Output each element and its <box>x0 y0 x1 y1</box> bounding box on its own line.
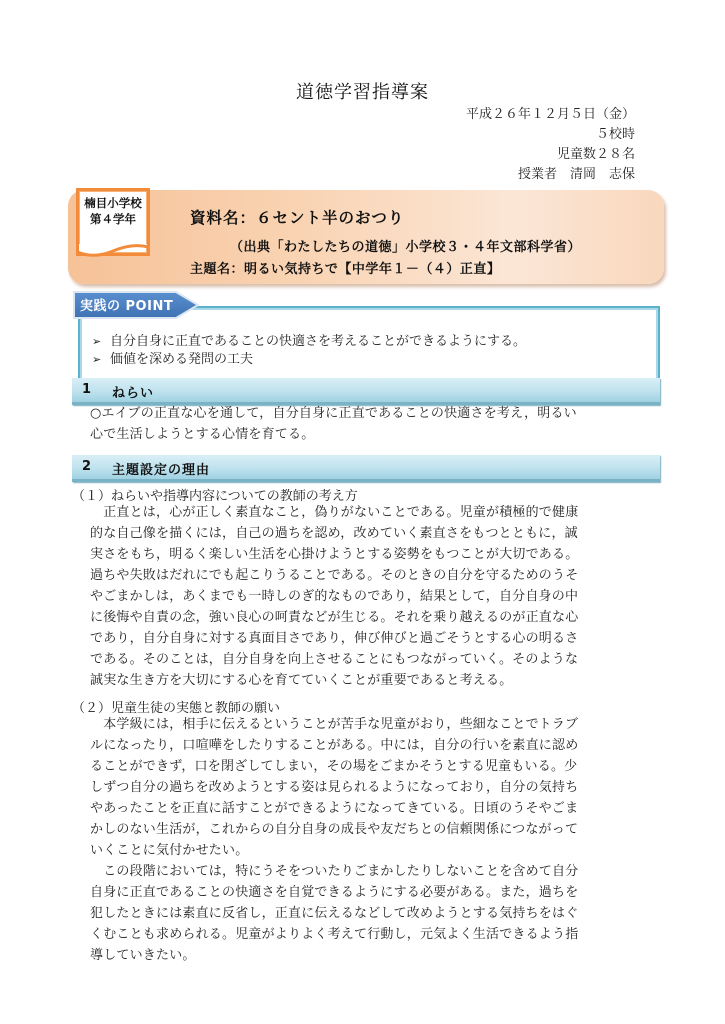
point-item: ➢ 価値を深める発問の工夫 <box>92 352 254 367</box>
section-title: ねらい <box>112 386 155 401</box>
material-source: （出典「わたしたちの道徳」小学校３・４年文部科学省） <box>230 240 582 255</box>
theme-name: 主題名：明るい気持ちで【中学年１－（４）正直】 <box>190 262 501 277</box>
subsection-heading: （２）児童生徒の実態と教師の願い <box>72 701 281 716</box>
point-item: ➢ 自分自身に正直であることの快適さを考えることができるようにする。 <box>92 334 527 349</box>
section-header-reason <box>72 455 660 482</box>
material-name: 資料名：６セント半のおつり <box>190 209 405 227</box>
school-label <box>80 195 146 227</box>
meta-date: 平成２６年１２月５日（金） <box>465 107 635 122</box>
section-number: 1 <box>82 382 93 397</box>
subsection-body: 本学級には，相手に伝えるということが苦手な児童がおり，些細なことでトラブ ルになったり，口喧嘩をしたりすることがある。中には，自分の行いを素直に認め ることができず，口を閉ざしてしまい，その場をごまかそうとする児童もいる。少 しずつ自分の過ちを改めようとする姿は見られるようになっており，自分の気持ち やあったことを正直に話すことができるようになってきている。日頃のうそやごま かしのない生活が，これからの自分自身の成長や友だちとの信頼関係につながって いくことに気付かせたい。 この段階においては，特にうそをついたりごまかしたりしないことを含めて自分 自身に正直であることの快適さを自覚できるようにする必要がある。また，過ちを 犯したときには素直に反省し，正直に伝えるなどして改めようとする気持ちをはぐ くむことも求められる。児童がよりよく考えて行動し，元気よく生活できるよう指 導していきたい。 <box>90 717 579 963</box>
document-meta <box>466 105 635 185</box>
tab-wave-decoration <box>76 244 150 258</box>
document-title: 道徳学習指導案 <box>296 82 429 103</box>
subsection-body: 正直とは，心が正しく素直なこと，偽りがないことである。児童が積極的で健康 的な自己像を描くには，自己の過ちを認め，改めていく素直さをもつとともに，誠 実さをもち，明るく楽しい生活を心掛けようとする姿勢をもつことが大切である。 過ちや失敗はだれにでも起こりうることである。そのときの自分を守るためのうそ やごまかしは，あくまでも一時しのぎ的なものであり，結果として，自分自身の中 に後悔や自責の念，強い良心の呵責などが生じる。それを乗り越えるのが正直な心 であり，自分自身に対する真面目さであり，伸び伸びと過ごそうとする心の明るさ である。そのことは，自分自身を向上させることにもつながっていく。そのような 誠実な生き方を大切にする心を育てていくことが重要であると考える。 <box>90 505 579 688</box>
meta-period: ５校時 <box>595 127 635 142</box>
section-number: 2 <box>82 459 93 474</box>
section-title: 主題設定の理由 <box>112 463 211 478</box>
grade-name: 第４学年 <box>90 212 136 226</box>
section-header-aim <box>72 378 660 405</box>
school-name: 楠目小学校 <box>84 196 142 210</box>
subsection-heading: （１）ねらいや指導内容についての教師の考え方 <box>72 489 358 504</box>
meta-students: 児童数２８名 <box>556 147 635 162</box>
arrow-bullet-icon: ➢ <box>92 335 102 348</box>
meta-teacher: 授業者 清岡 志保 <box>517 167 635 182</box>
point-label: 実践の POINT <box>80 299 174 314</box>
arrow-bullet-icon: ➢ <box>92 353 102 366</box>
aim-text: ○エイブの正直な心を通して，自分自身に正直であることの快適さを考え，明るい 心で生活しようとする心情を育てる。 <box>90 406 577 442</box>
